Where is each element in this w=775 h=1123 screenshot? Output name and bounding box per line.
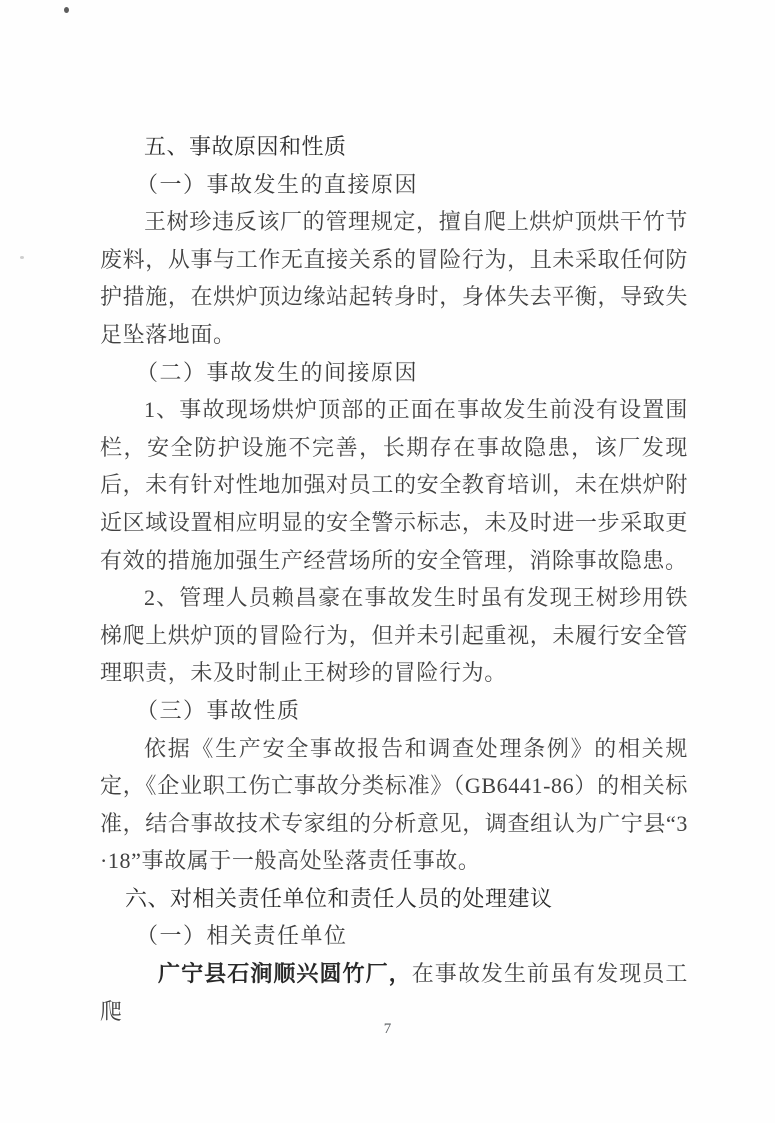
section-heading-handling-suggestions: 六、对相关责任单位和责任人员的处理建议 xyxy=(125,885,553,911)
responsible-unit-text: 在事故发生前虽有发现员工爬 xyxy=(100,961,688,1024)
paragraph-accident-nature: 依据《生产安全事故报告和调查处理条例》的相关规定，《企业职工伤亡事故分类标准》（GB6441-86）的相关标准，结合事故技术专家组的分析意见，调查组认为广宁县“3·18”事故属于一般高处坠落责任事故。 xyxy=(100,735,688,874)
section-heading-accident-cause-and-nature: 五、事故原因和性质 xyxy=(144,134,347,159)
subsection-heading-direct-cause: （一）事故发生的直接原因 xyxy=(136,171,419,197)
subsection-heading-responsible-unit: （一）相关责任单位 xyxy=(136,923,348,949)
scan-speck-icon xyxy=(20,256,24,259)
paragraph-direct-cause: 王树珍违反该厂的管理规定，擅自爬上烘炉顶烘干竹节废料，从事与工作无直接关系的冒险行为，且未采取任何防护措施，在烘炉顶边缘站起转身时，身体失去平衡，导致失足坠落地面。 xyxy=(100,209,688,347)
page-number: 7 xyxy=(383,1021,392,1037)
paragraph-indirect-cause-1: 1、事故现场烘炉顶部的正面在事故发生前没有设置围栏，安全防护设施不完善，长期存在事故隐患，该厂发现后，未有针对性地加强对员工的安全教育培训，未在烘炉附近区域设置相应明显的安全警示标志，未及时进一步采取更有效的措施加强生产经营场所的安全管理，消除事故隐患。 xyxy=(100,397,688,573)
subsection-heading-accident-nature: （三）事故性质 xyxy=(136,697,301,723)
scan-speck-icon xyxy=(64,7,69,13)
report-body xyxy=(100,128,688,1030)
responsible-unit-name: 广宁县石涧顺兴圆竹厂， xyxy=(158,961,412,987)
paragraph-indirect-cause-2: 2、管理人员赖昌豪在事故发生时虽有发现王树珍用铁梯爬上烘炉顶的冒险行为，但并未引起重视，未履行安全管理职责，未及时制止王树珍的冒险行为。 xyxy=(100,585,688,686)
subsection-heading-indirect-cause: （二）事故发生的间接原因 xyxy=(136,359,419,385)
